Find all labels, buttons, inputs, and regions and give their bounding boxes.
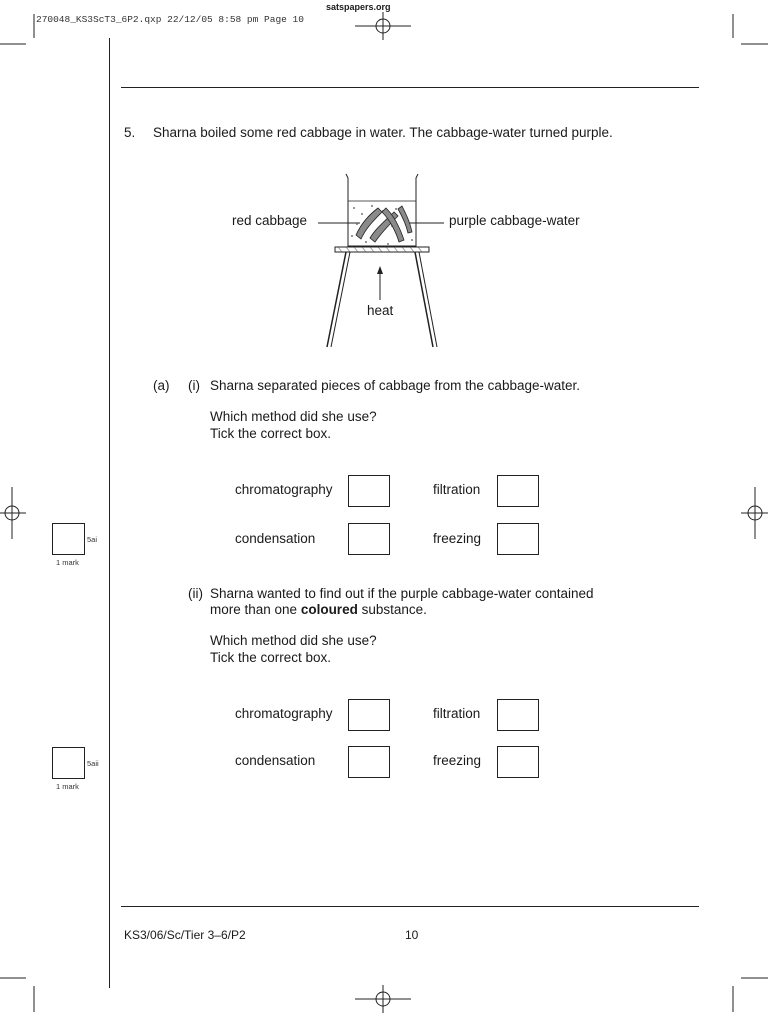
- part-i-text: Sharna separated pieces of cabbage from the cabbage-water.: [210, 378, 580, 393]
- part-ii-prompt-method: Which method did she use?: [210, 633, 377, 648]
- part-i-prompt-method: Which method did she use?: [210, 409, 377, 424]
- part-i-option-label: condensation: [235, 531, 316, 546]
- part-ii-option-label: filtration: [433, 706, 481, 721]
- part-ii-condensation-checkbox[interactable]: [348, 746, 390, 778]
- part-a-label: (a): [153, 378, 170, 393]
- label-heat: heat: [367, 303, 394, 318]
- mark-box-5ai[interactable]: [52, 523, 85, 555]
- part-ii-option-label: freezing: [433, 753, 482, 768]
- label-purple-cabbage-water: purple cabbage-water: [449, 213, 580, 228]
- part-ii-line-2-end: substance.: [357, 602, 427, 617]
- cabbage-pieces: [356, 206, 412, 242]
- part-i-freezing-checkbox[interactable]: [497, 523, 539, 555]
- part-ii-chromatography-checkbox[interactable]: [348, 699, 390, 731]
- footer-code: KS3/06/Sc/Tier 3–6/P2: [124, 928, 246, 942]
- mark-box-5aii[interactable]: [52, 747, 85, 779]
- part-i-chromatography-checkbox[interactable]: [348, 475, 390, 507]
- part-i-filtration-checkbox[interactable]: [497, 475, 539, 507]
- part-ii-line-1: Sharna wanted to find out if the purple cabbage-water contained: [210, 586, 594, 601]
- part-i-condensation-checkbox[interactable]: [348, 523, 390, 555]
- page-number: 10: [405, 928, 419, 942]
- mark-code-5ai: 5ai: [87, 535, 98, 544]
- bottom-rule: [121, 906, 699, 907]
- question-intro: Sharna boiled some red cabbage in water. The cabbage-water turned purple.: [153, 125, 613, 140]
- coloured-emphasis: coloured: [300, 602, 358, 617]
- part-i-option-label: filtration: [433, 482, 481, 497]
- file-info: 270048_KS3ScT3_6P2.qxp 22/12/05 8:58 pm Page 10: [36, 14, 304, 25]
- watermark: satspapers.org: [326, 2, 391, 12]
- part-ii-label: (ii): [188, 586, 203, 601]
- part-ii-freezing-checkbox[interactable]: [497, 746, 539, 778]
- part-i-option-label: chromatography: [235, 482, 333, 497]
- mark-text-5ai: 1 mark: [56, 558, 79, 567]
- mark-code-5aii: 5aii: [87, 759, 99, 768]
- part-ii-line-2: [210, 602, 427, 618]
- tripod-leg-right: [415, 252, 433, 347]
- part-ii-filtration-checkbox[interactable]: [497, 699, 539, 731]
- mark-text-5aii: 1 mark: [56, 782, 79, 791]
- part-ii-option-label: chromatography: [235, 706, 333, 721]
- part-i-prompt-tick: Tick the correct box.: [210, 426, 332, 441]
- part-ii-option-label: condensation: [235, 753, 316, 768]
- question-number: 5.: [124, 125, 136, 140]
- part-ii-line-2-start: more than one: [210, 602, 301, 617]
- tripod-leg-left: [327, 252, 346, 347]
- part-i-option-label: freezing: [433, 531, 482, 546]
- label-red-cabbage: red cabbage: [232, 213, 308, 228]
- part-ii-prompt-tick: Tick the correct box.: [210, 650, 332, 665]
- part-i-label: (i): [188, 378, 200, 393]
